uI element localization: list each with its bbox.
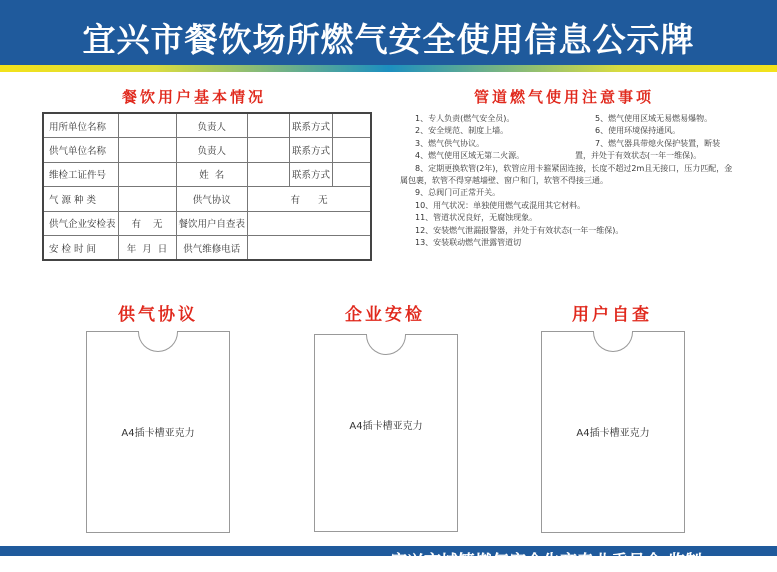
table-cell: 餐饮用户自查表 <box>176 211 248 236</box>
table-cell: 姓 名 <box>176 162 248 187</box>
table-row <box>43 138 371 163</box>
card-slot-label: A4插卡槽亚克力 <box>349 421 423 432</box>
footer-text: 宜兴市城镇燃气安全生产专业委员会 监制 <box>390 552 702 572</box>
table-cell: 有 无 <box>118 211 176 236</box>
slot-notch <box>138 331 178 352</box>
basic-info-heading: 餐饮用户基本情况 <box>122 88 267 106</box>
note-item: 4、燃气使用区域无第二火源。 <box>415 151 525 161</box>
table-cell <box>248 113 290 138</box>
notes-heading: 管道燃气使用注意事项 <box>474 88 655 106</box>
card-heading-user-self-check: 用户自查 <box>572 305 652 325</box>
card-heading-enterprise-inspection: 企业安检 <box>345 305 425 325</box>
table-cell: 联系方式 <box>290 162 333 187</box>
table-row <box>43 162 371 187</box>
table-row <box>43 187 371 212</box>
note-item: 2、安全规范、制度上墙。 <box>415 126 509 136</box>
basic-info-table <box>42 112 372 261</box>
table-cell <box>333 162 371 187</box>
note-item: 10、用气状况：单独使用燃气或混用其它材料。 <box>415 200 586 210</box>
table-cell: 供气协议 <box>176 187 248 212</box>
table-cell <box>333 138 371 163</box>
table-cell <box>118 113 176 138</box>
table-cell: 供气企业安检表 <box>43 211 118 236</box>
table-cell <box>118 138 176 163</box>
table-cell <box>248 138 290 163</box>
card-heading-supply-agreement: 供气协议 <box>118 305 198 325</box>
slot-notch <box>366 334 406 355</box>
note-item: 属包裹，软管不得穿越墙壁、窗户和门，软管不得接三通。 <box>400 175 608 185</box>
slot-notch <box>593 331 633 352</box>
note-item: 6、使用环境保持通风。 <box>595 126 681 136</box>
table-cell: 年 月 日 <box>118 236 176 261</box>
note-item: 1、专人负责(燃气安全员)。 <box>415 114 515 123</box>
page-title: 宜兴市餐饮场所燃气安全使用信息公示牌 <box>82 20 695 59</box>
table-cell: 负责人 <box>176 113 248 138</box>
card-slot-user-self-check <box>541 331 685 533</box>
table-cell: 供气维修电话 <box>176 236 248 261</box>
table-cell <box>118 187 176 212</box>
table-cell: 有 无 <box>248 187 371 212</box>
card-slot-enterprise-inspection <box>314 334 458 532</box>
card-slot-label: A4插卡槽亚克力 <box>576 428 650 439</box>
note-item: 5、燃气使用区域无易燃易爆物。 <box>595 114 713 123</box>
table-cell <box>248 236 371 261</box>
table-row <box>43 211 371 236</box>
footer-banner <box>0 546 777 572</box>
note-item: 12、安装燃气泄漏报警器，并处于有效状态(一年一维保)。 <box>415 225 624 235</box>
table-cell: 维检工证件号 <box>43 162 118 187</box>
table-cell: 联系方式 <box>290 113 333 138</box>
table-cell: 负责人 <box>176 138 248 163</box>
table-cell: 气 源 种 类 <box>43 187 118 212</box>
note-item: 置，并处于有效状态(一年一维保)。 <box>575 151 702 161</box>
note-item: 3、燃气供气协议。 <box>415 138 485 148</box>
table-row <box>43 236 371 261</box>
table-cell: 联系方式 <box>290 138 333 163</box>
table-cell <box>248 162 290 187</box>
table-cell <box>333 113 371 138</box>
note-item: 9、总阀门可正常开关。 <box>415 188 501 198</box>
notes-list <box>400 113 770 249</box>
table-cell: 用所单位名称 <box>43 113 118 138</box>
note-item: 7、燃气器具带熄火保护装置，断装 <box>595 138 721 148</box>
card-slot-label: A4插卡槽亚克力 <box>121 428 195 439</box>
note-item: 8、定期更换软管(2年)，软管应用卡箍紧固连接，长度不超过2m且无接口，压力匹配，金 <box>415 163 733 173</box>
table-cell <box>248 211 371 236</box>
note-item: 13、安装联动燃气泄露管道切 <box>415 237 522 247</box>
table-cell: 安 检 时 间 <box>43 236 118 261</box>
table-row <box>43 113 371 138</box>
card-slot-supply-agreement <box>86 331 230 533</box>
note-item: 11、管道状况良好，无腐蚀现象。 <box>415 213 538 223</box>
table-cell <box>118 162 176 187</box>
table-cell: 供气单位名称 <box>43 138 118 163</box>
gradient-stripe <box>0 65 777 72</box>
